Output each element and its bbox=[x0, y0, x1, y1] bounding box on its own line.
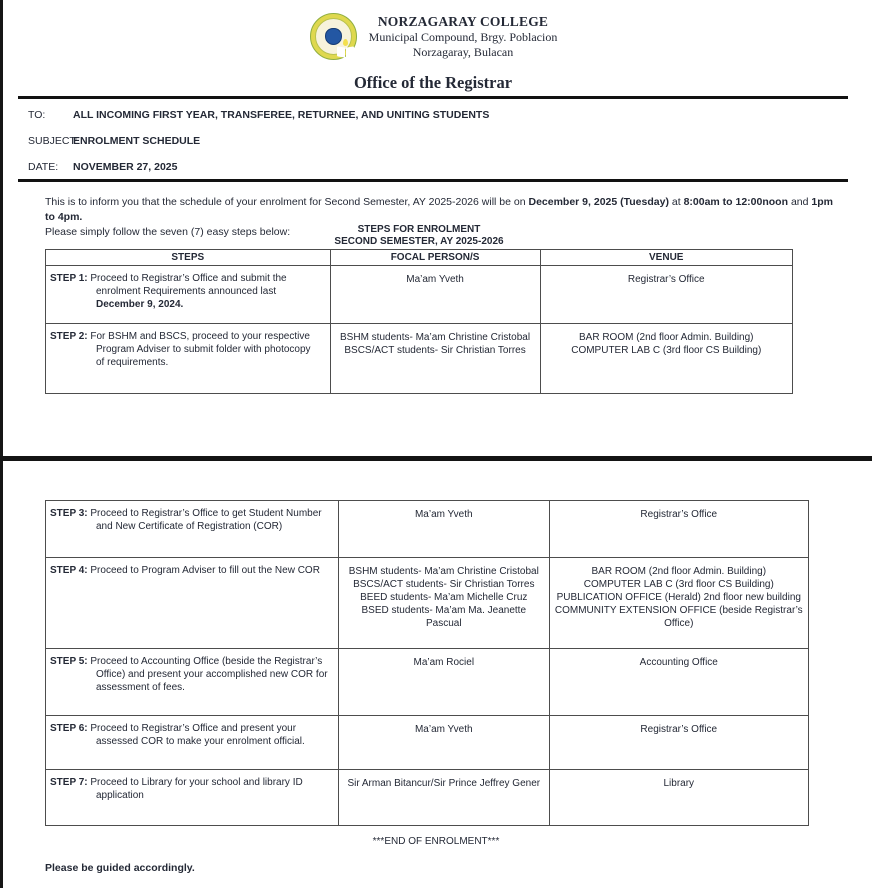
enrolment-date: December 9, 2025 (Tuesday) bbox=[528, 196, 669, 208]
focal-person: BSED students- Ma’am Ma. Jeanette Pascual bbox=[361, 605, 527, 629]
memo-to-row bbox=[28, 109, 788, 121]
page-break-divider bbox=[0, 456, 872, 461]
venue-cell bbox=[549, 716, 808, 770]
memo-header bbox=[28, 109, 788, 187]
intro-text: This is to inform you that the schedule of your enrolment for Second Semester, AY 2025-2026 will be on bbox=[45, 196, 526, 208]
venue: COMPUTER LAB C (3rd floor CS Building) bbox=[571, 345, 762, 356]
venue-column-header: VENUE bbox=[540, 250, 793, 266]
step-3-cell bbox=[46, 501, 339, 558]
venue-cell bbox=[549, 770, 808, 826]
step-4-cell bbox=[46, 558, 339, 649]
focal-person: Ma’am Yveth bbox=[414, 509, 473, 520]
college-address-line2: Norzagaray, Bulacan bbox=[412, 45, 514, 59]
intro-line-2: Please simply follow the seven (7) easy steps below: bbox=[45, 226, 291, 238]
focal-person: BSCS/ACT students- Sir Christian Torres bbox=[353, 579, 535, 590]
step-label: STEP 7: bbox=[50, 777, 88, 788]
page-left-border bbox=[0, 0, 3, 888]
focal-cell bbox=[338, 558, 549, 649]
table-row-step-7 bbox=[46, 770, 809, 826]
venue: Accounting Office bbox=[639, 657, 718, 668]
step-6-cell bbox=[46, 716, 339, 770]
enrolment-morning-hours: 8:00am to 12:00noon bbox=[683, 196, 789, 208]
step-label: STEP 3: bbox=[50, 508, 88, 519]
venue: Registrar’s Office bbox=[640, 724, 718, 735]
step-7-cell bbox=[46, 770, 339, 826]
focal-cell bbox=[330, 324, 540, 394]
college-address-line1: Municipal Compound, Brgy. Poblacion bbox=[368, 30, 558, 44]
table-title bbox=[45, 224, 793, 248]
step-5-cell bbox=[46, 649, 339, 716]
step-text-bold: December 9, 2024. bbox=[96, 299, 184, 310]
venue: PUBLICATION OFFICE (Herald) 2nd floor new building bbox=[556, 592, 801, 603]
end-of-enrolment-note: ***END OF ENROLMENT*** bbox=[372, 836, 500, 847]
venue: Registrar’s Office bbox=[627, 274, 705, 285]
focal-person: Ma’am Yveth bbox=[414, 724, 473, 735]
venue: COMPUTER LAB C (3rd floor CS Building) bbox=[583, 579, 774, 590]
venue-cell bbox=[540, 266, 793, 324]
memo-subject-row bbox=[28, 135, 788, 147]
step-label: STEP 4: bbox=[50, 565, 88, 576]
venue: Library bbox=[663, 778, 695, 789]
focal-person: BEED students- Ma’am Michelle Cruz bbox=[360, 592, 528, 603]
step-label: STEP 1: bbox=[50, 273, 88, 284]
focal-cell bbox=[338, 770, 549, 826]
step-text: For BSHM and BSCS, proceed to your respective Program Adviser to submit folder with photocopy of requirements. bbox=[90, 331, 311, 368]
step-label: STEP 5: bbox=[50, 656, 88, 667]
focal-person: Sir Arman Bitancur/Sir Prince Jeffrey Gener bbox=[347, 778, 541, 789]
table-title-line2: SECOND SEMESTER, AY 2025-2026 bbox=[334, 236, 504, 247]
venue-cell bbox=[549, 501, 808, 558]
header-rule bbox=[18, 96, 848, 99]
focal-cell bbox=[338, 649, 549, 716]
table-title-line1: STEPS FOR ENROLMENT bbox=[357, 224, 481, 235]
step-text: Proceed to Program Adviser to fill out the New COR bbox=[90, 565, 320, 576]
enrolment-steps-table-page2 bbox=[45, 500, 809, 826]
intro-text: at bbox=[671, 196, 681, 208]
date-label: DATE: bbox=[28, 161, 59, 173]
enrolment-steps-table-page1 bbox=[45, 249, 793, 394]
letterhead-text bbox=[333, 13, 593, 60]
memo-rule bbox=[18, 179, 848, 182]
table-row-step-4 bbox=[46, 558, 809, 649]
step-2-cell bbox=[46, 324, 331, 394]
office-title: Office of the Registrar bbox=[353, 73, 513, 92]
memo-date-row bbox=[28, 161, 788, 173]
subject-label: SUBJECT: bbox=[28, 135, 78, 147]
step-1-cell bbox=[46, 266, 331, 324]
intro-line-1 bbox=[45, 195, 845, 225]
venue: Registrar’s Office bbox=[640, 509, 718, 520]
table-row-step-2 bbox=[46, 324, 793, 394]
step-label: STEP 6: bbox=[50, 723, 88, 734]
steps-column-header: STEPS bbox=[46, 250, 331, 266]
step-text: Proceed to Library for your school and library ID application bbox=[90, 777, 303, 801]
focal-column-header: FOCAL PERSON/S bbox=[330, 250, 540, 266]
date-value: NOVEMBER 27, 2025 bbox=[73, 161, 178, 173]
subject-value: ENROLMENT SCHEDULE bbox=[73, 135, 201, 147]
focal-cell bbox=[338, 716, 549, 770]
table-row-step-1 bbox=[46, 266, 793, 324]
venue-cell bbox=[549, 558, 808, 649]
focal-person: BSHM students- Ma’am Christine Cristobal bbox=[340, 332, 531, 343]
table-header-row bbox=[46, 250, 793, 266]
focal-person: BSCS/ACT students- Sir Christian Torres bbox=[344, 345, 526, 356]
focal-person: BSHM students- Ma’am Christine Cristobal bbox=[348, 566, 539, 577]
table-row-step-6 bbox=[46, 716, 809, 770]
table-row-step-3 bbox=[46, 501, 809, 558]
step-text: Proceed to Accounting Office (beside the Registrar’s Office) and present your accomplished new COR for assessment of fees. bbox=[90, 656, 328, 693]
focal-cell bbox=[330, 266, 540, 324]
venue-cell bbox=[549, 649, 808, 716]
to-label: TO: bbox=[28, 109, 46, 121]
closing-remark: Please be guided accordingly. bbox=[45, 862, 195, 874]
focal-person: Ma’am Rociel bbox=[413, 657, 475, 668]
step-text: Proceed to Registrar’s Office and present your assessed COR to make your enrolment official. bbox=[90, 723, 305, 747]
venue: BAR ROOM (2nd floor Admin. Building) bbox=[578, 332, 754, 343]
table-row-step-5 bbox=[46, 649, 809, 716]
focal-cell bbox=[338, 501, 549, 558]
enrolment-afternoon-hours: 1pm to 4pm. bbox=[45, 196, 833, 223]
college-name: NORZAGARAY COLLEGE bbox=[377, 14, 549, 29]
venue: COMMUNITY EXTENSION OFFICE (beside Registrar’s Office) bbox=[554, 605, 803, 629]
venue: BAR ROOM (2nd floor Admin. Building) bbox=[591, 566, 767, 577]
to-value: ALL INCOMING FIRST YEAR, TRANSFEREE, RETURNEE, AND UNITING STUDENTS bbox=[73, 109, 490, 121]
step-text: Proceed to Registrar’s Office and submit the enrolment Requirements announced last bbox=[90, 273, 287, 297]
intro-text: and bbox=[790, 196, 809, 208]
step-text: Proceed to Registrar’s Office to get Student Number and New Certificate of Registration (COR) bbox=[90, 508, 322, 532]
focal-person: Ma’am Yveth bbox=[406, 274, 464, 285]
venue-cell bbox=[540, 324, 793, 394]
step-label: STEP 2: bbox=[50, 331, 88, 342]
